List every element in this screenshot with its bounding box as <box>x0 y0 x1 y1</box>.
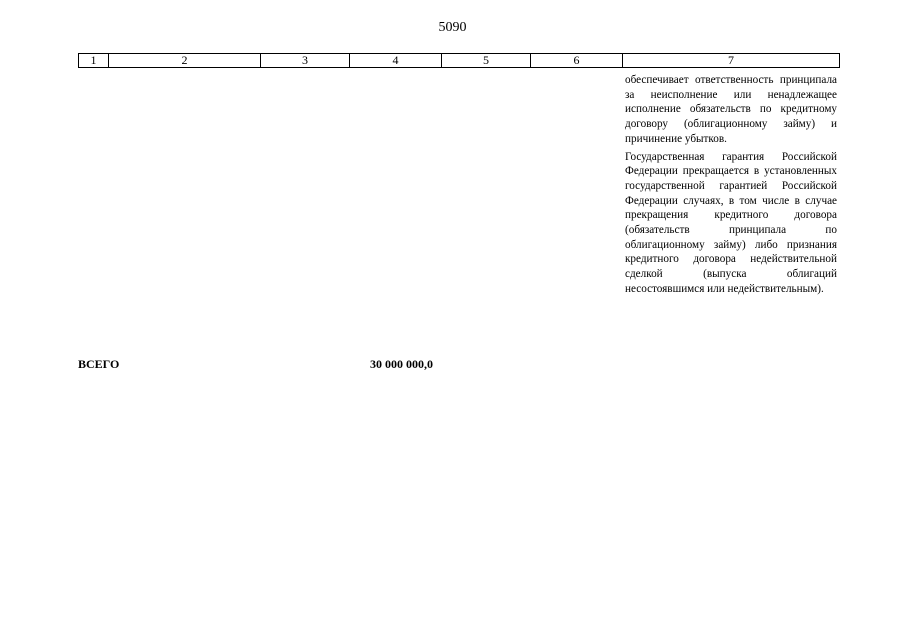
column-number-5: 5 <box>442 54 531 68</box>
column-7-paragraph: Государственная гарантия Российской Федерации прекращается в установленных государственной гарантией Российской Федерации случаях, в том числе в случае прекращения кредитного договора (обязательств принципала по облигационному займу) либо признания кредитного договора недействительной сделкой (выпуска облигаций несостоявшимся или недействительным). <box>625 150 837 295</box>
column-7-text <box>625 73 837 300</box>
column-number-1: 1 <box>79 54 109 68</box>
column-header-table <box>78 53 840 68</box>
column-7-paragraph: обеспечивает ответственность принципала за неисполнение или ненадлежащее исполнение обязательств по кредитному договору (облигационному займу) и причинение убытков. <box>625 74 837 145</box>
total-value: 30 000 000,0 <box>370 357 433 371</box>
column-number-3: 3 <box>261 54 350 68</box>
total-label: ВСЕГО <box>78 357 120 371</box>
column-number-7: 7 <box>623 54 840 68</box>
page-number: 5090 <box>438 20 467 35</box>
column-number-2: 2 <box>109 54 261 68</box>
column-number-4: 4 <box>350 54 442 68</box>
column-number-6: 6 <box>531 54 623 68</box>
column-number-row <box>79 54 840 68</box>
